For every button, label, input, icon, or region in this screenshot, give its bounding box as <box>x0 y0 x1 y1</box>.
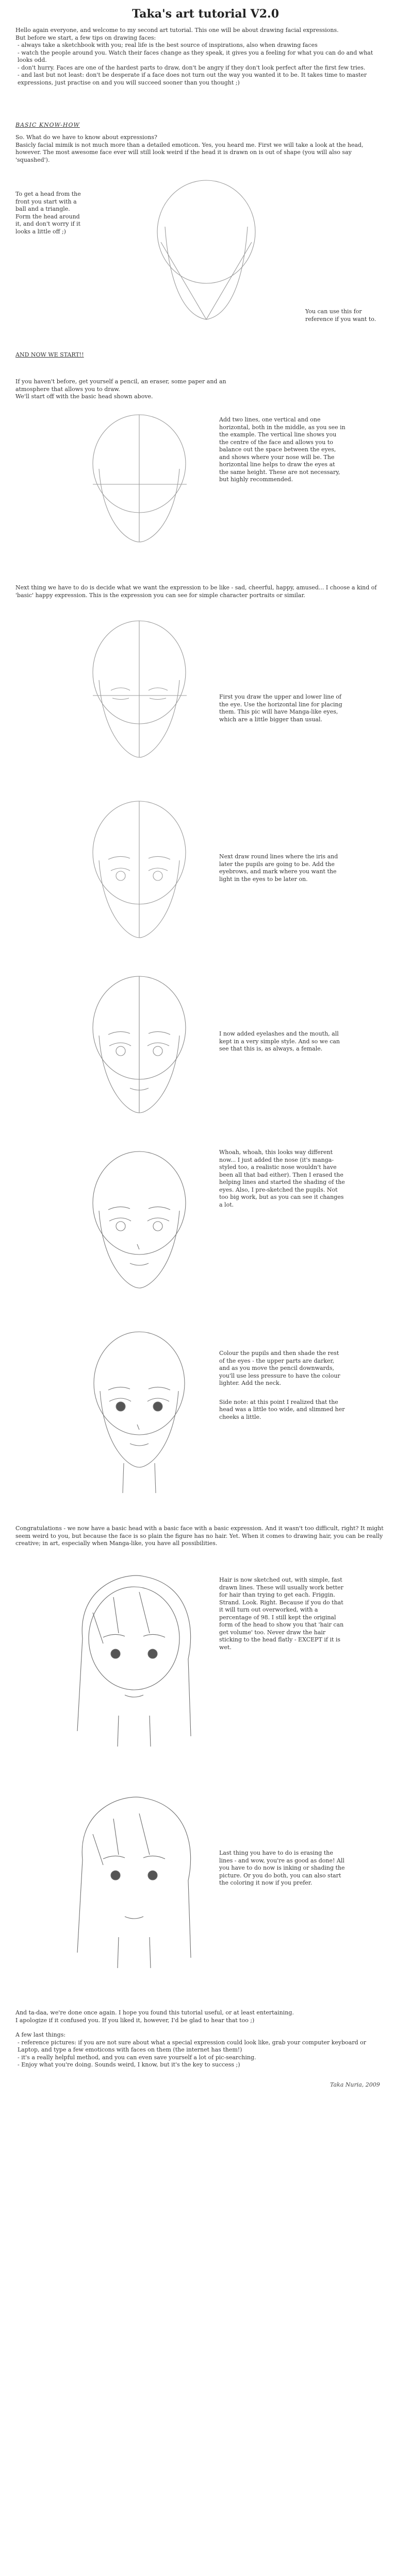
reference-caption: You can use this for reference if you want to. <box>305 308 376 323</box>
step-sketch <box>62 1566 206 1752</box>
section-heading-start: AND NOW WE START!! <box>15 351 84 358</box>
start-paragraph: If you haven't before, get yourself a pencil, an eraser, some paper and an atmosphere that allows you to draw. <box>15 378 226 393</box>
step-caption: First you draw the upper and lower line of the eye. Use the horizontal line for placing them. This pic will have Manga-like eyes, which are a little bigger than usual. <box>219 693 342 723</box>
intro-section <box>15 27 387 87</box>
tip-item: - always take a sketchbook with you; real life is the best source of inspirations, also when drawing faces <box>18 42 318 48</box>
step-caption-text: Colour the pupils and then shade the rest of the eyes - the upper parts are darker, and as you move the pencil downwards, you'll use less pressure to have the colour lighter. Add the neck. <box>219 1350 340 1386</box>
tip-item: - watch the people around you. Watch their faces change as they speak, it gives you a feeling for what you can do and what looks odd. <box>18 49 373 63</box>
step-caption: Whoah, whoah, this looks way different now... I just added the nose (it's manga-styled too, a realistic nose wouldn't have been all that bad either). Then I erased the helping lines and started the shading of the eyes. Also, I pre-sketched the pupils. Not too big work, but as you can see it changes a lot. <box>219 1149 345 1208</box>
section-heading-basic-know-how: BASIC KNOW-HOW <box>15 122 80 128</box>
step-caption: Last thing you have to do is erasing the lines - and wow, you're as good as done! All you have to do now is inking or shading the picture. Or you do both, you can also start the coloring it now if you prefer. <box>219 1850 345 1886</box>
head-construction-sketch <box>129 165 284 330</box>
start-paragraph: We'll start off with the basic head shown above. <box>15 393 153 400</box>
step-sketch <box>72 1324 206 1494</box>
step-sketch <box>72 613 206 762</box>
outro-tips-list <box>15 2039 387 2069</box>
tip-item: - don't hurry. Faces are one of the hardest parts to draw, don't be angry if they don't look perfect after the first few tries. <box>18 64 366 71</box>
step-caption: Next thing we have to do is decide what we want the expression to be like - sad, cheerful, happy, amused... I choose a kind of 'basic' happy expression. This is the expression you can see for simple character portraits or similar. <box>15 584 377 599</box>
step-caption: Congratulations - we now have a basic head with a basic face with a basic expression. And it wasn't too difficult, right? It might seem weird to you, but because the face is so plain the figure has no hair. Yet. When it comes to drawing hair, you can be really creative; in art, especially when Manga-like, you have all possibilities. <box>15 1525 384 1547</box>
outro-tip-item: - it's a really helpful method, and you can even save yourself a lot of pic-searching. <box>18 2054 256 2061</box>
tip-item: - and last but not least: don't be desperate if a face does not turn out the way you wanted it to be. It takes time to master expressions, just practise on and you will succeed sooner than you thought ;) <box>18 72 367 86</box>
page-title: Taka's art tutorial V2.0 <box>131 7 280 21</box>
intro-tips-lead: But before we start, a few tips on drawing faces: <box>15 34 156 41</box>
step-caption: Add two lines, one vertical and one horizontal, both in the middle, as you see in the example. The vertical line shows you the centre of the face and allows you to balance out the space between the eyes, and shows where your nose will be. The horizontal line helps to draw the eyes at the same height. These are not necessary, but highly recommended. <box>219 416 346 483</box>
outro-tip-item: - reference pictures: if you are not sure about what a special expression could look like, grab your computer keyboard or Laptop, and type a few emoticons with faces on them (the internet has them!) <box>18 2039 367 2053</box>
start-text <box>15 378 232 401</box>
step-side-note: Side note: at this point I realized that the head was a little too wide, and slimmed her cheeks a little. <box>219 1398 345 1420</box>
know-how-text <box>15 134 387 164</box>
outro-paragraph: I apologize if it confused you. If you liked it, however, I'd be glad to hear that too ;) <box>15 2016 255 2024</box>
head-shape-caption: To get a head from the front you start with a ball and a triangle. Form the head around it, and don't worry if it looks a little off ;) <box>15 191 81 235</box>
step-sketch <box>72 407 206 546</box>
step-sketch <box>62 1788 206 1973</box>
step-caption <box>219 1350 346 1421</box>
step-caption: Hair is now sketched out, with simple, fast drawn lines. These will usually work better for hair than trying to get each. Friggin. Strand. Look. Right. Because if you do that it will turn out overworked, with a percentage of 98. I still kept the original form of the head to show you that 'hair can get volume' too. Never draw the hair sticking to the head flatly - EXCEPT if it is wet. <box>219 1577 344 1651</box>
signature: Taka Nuria, 2009 <box>330 2081 380 2088</box>
step-sketch <box>72 1144 206 1293</box>
step-sketch <box>72 969 206 1118</box>
step-sketch <box>72 793 206 943</box>
intro-paragraph: Hello again everyone, and welcome to my second art tutorial. This one will be about drawing facial expressions. <box>15 27 339 33</box>
step-caption: I now added eyelashes and the mouth, all kept in a very simple style. And so we can see that this is, as always, a female. <box>219 1030 340 1052</box>
know-how-paragraph: So. What do we have to know about expressions? <box>15 134 157 141</box>
outro-tips-lead: A few last things: <box>15 2031 66 2038</box>
outro-section <box>15 2009 387 2069</box>
outro-paragraph: And ta-daa, we're done once again. I hope you found this tutorial useful, or at least entertaining. <box>15 2009 294 2016</box>
outro-tip-item: - Enjoy what you're doing. Sounds weird, I know, but it's the key to success ;) <box>18 2061 240 2068</box>
know-how-paragraph: Basicly facial mimik is not much more than a detailed emoticon. Yes, you heard me. First we will take a look at the head, however. The most awesome face ever will still look weird if the head it is drawn on is out of shape (you will also say 'squashed'). <box>15 141 364 163</box>
tips-list <box>15 42 387 87</box>
step-caption: Next draw round lines where the iris and later the pupils are going to be. Add the eyebrows, and mark where you want the light in the eyes to be later on. <box>219 853 338 883</box>
